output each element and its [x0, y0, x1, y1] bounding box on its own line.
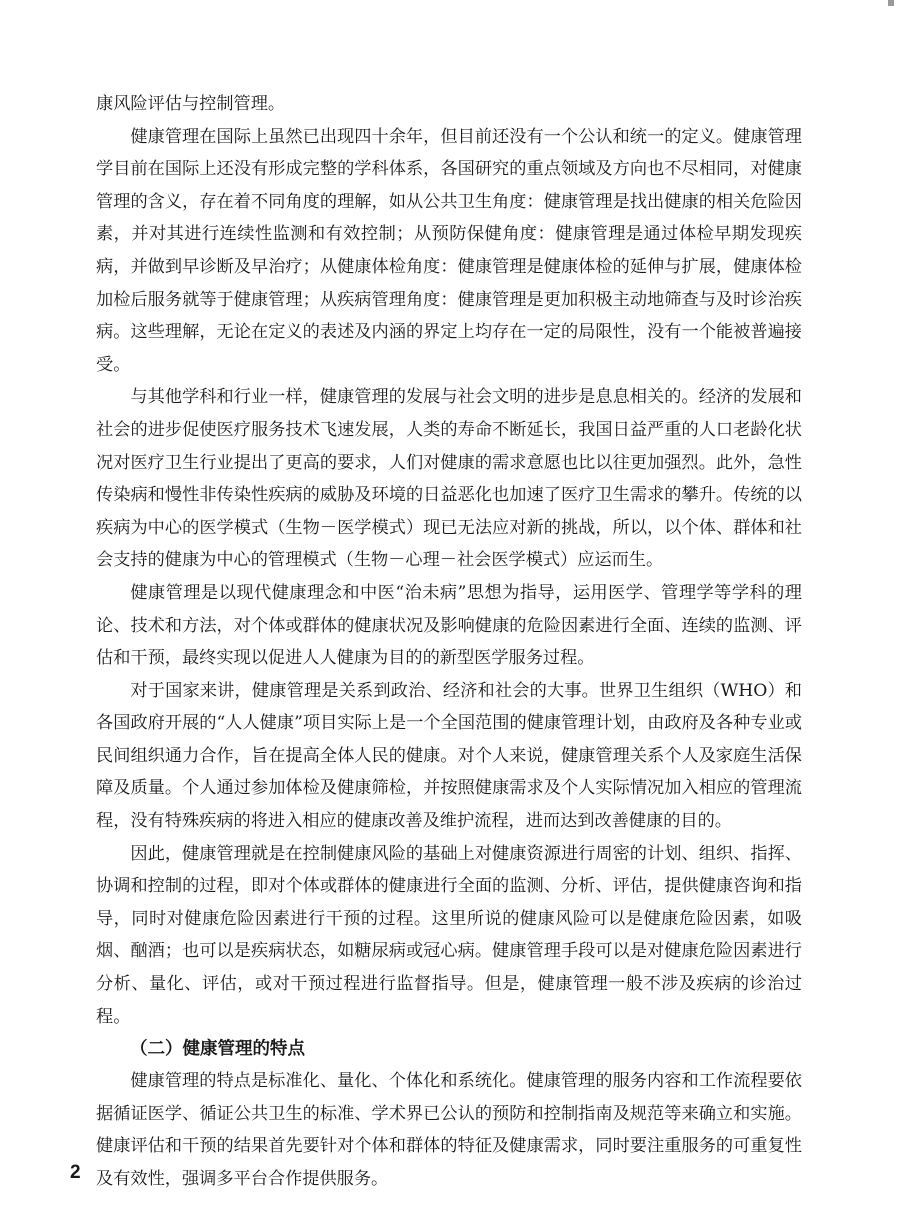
page-body	[96, 88, 802, 1196]
page-number: 2	[70, 1162, 81, 1183]
body-paragraph: 健康管理是以现代健康理念和中医“治未病”思想为指导，运用医学、管理学等学科的理论、技术和方法，对个体或群体的健康状况及影响健康的危险因素进行全面、连续的监测、评估和干预，最终实现以促进人人健康为目的的新型医学服务过程。	[96, 582, 802, 669]
body-paragraph: 因此，健康管理就是在控制健康风险的基础上对健康资源进行周密的计划、组织、指挥、协调和控制的过程，即对个体或群体的健康进行全面的监测、分析、评估，提供健康咨询和指导，同时对健康危险因素进行干预的过程。这里所说的健康风险可以是健康危险因素，如吸烟、酗酒；也可以是疾病状态，如糖尿病或冠心病。健康管理手段可以是对健康危险因素进行分析、量化、评估，或对干预过程进行监督指导。但是，健康管理一般不涉及疾病的诊治过程。	[96, 843, 802, 1027]
body-paragraph: 与其他学科和行业一样，健康管理的发展与社会文明的进步是息息相关的。经济的发展和社会的进步促使医疗服务技术飞速发展，人类的寿命不断延长，我国日益严重的人口老龄化状况对医疗卫生行业提出了更高的要求，人们对健康的需求意愿也比以往更加强烈。此外，急性传染病和慢性非传染性疾病的威胁及环境的日益恶化也加速了医疗卫生需求的攀升。传统的以疾病为中心的医学模式（生物－医学模式）现已无法应对新的挑战，所以，以个体、群体和社会支持的健康为中心的管理模式（生物－心理－社会医学模式）应运而生。	[96, 387, 802, 571]
section-heading: （二）健康管理的特点	[130, 1039, 305, 1060]
body-paragraph: 健康管理在国际上虽然已出现四十余年，但目前还没有一个公认和统一的定义。健康管理学目前在国际上还没有形成完整的学科体系，各国研究的重点领域及方向也不尽相同，对健康管理的含义，存在着不同角度的理解，如从公共卫生角度：健康管理是找出健康的相关危险因素，并对其进行连续性监测和有效控制；从预防保健角度：健康管理是通过体检早期发现疾病，并做到早诊断及早治疗；从健康体检角度：健康管理是健康体检的延伸与扩展，健康体检加检后服务就等于健康管理；从疾病管理角度：健康管理是更加积极主动地筛查与及时诊治疾病。这些理解，无论在定义的表述及内涵的界定上均存在一定的局限性，没有一个能被普遍接受。	[96, 126, 802, 375]
body-paragraph: 健康管理的特点是标准化、量化、个体化和系统化。健康管理的服务内容和工作流程要依据循证医学、循证公共卫生的标准、学术界已公认的预防和控制指南及规范等来确立和实施。健康评估和干预的结果首先要针对个体和群体的特征及健康需求，同时要注重服务的可重复性及有效性，强调多平台合作提供服务。	[96, 1071, 802, 1189]
body-paragraph: 康风险评估与控制管理。	[96, 94, 286, 114]
body-paragraph: 对于国家来讲，健康管理是关系到政治、经济和社会的大事。世界卫生组织（WHO）和各国政府开展的“人人健康”项目实际上是一个全国范围的健康管理计划，由政府及各种专业或民间组织通力合作，旨在提高全体人民的健康。对个人来说，健康管理关系个人及家庭生活保障及质量。个人通过参加体检及健康筛检，并按照健康需求及个人实际情况加入相应的管理流程，没有特殊疾病的将进入相应的健康改善及维护流程，进而达到改善健康的目的。	[96, 680, 802, 832]
corner-crop-mark	[888, 0, 894, 6]
